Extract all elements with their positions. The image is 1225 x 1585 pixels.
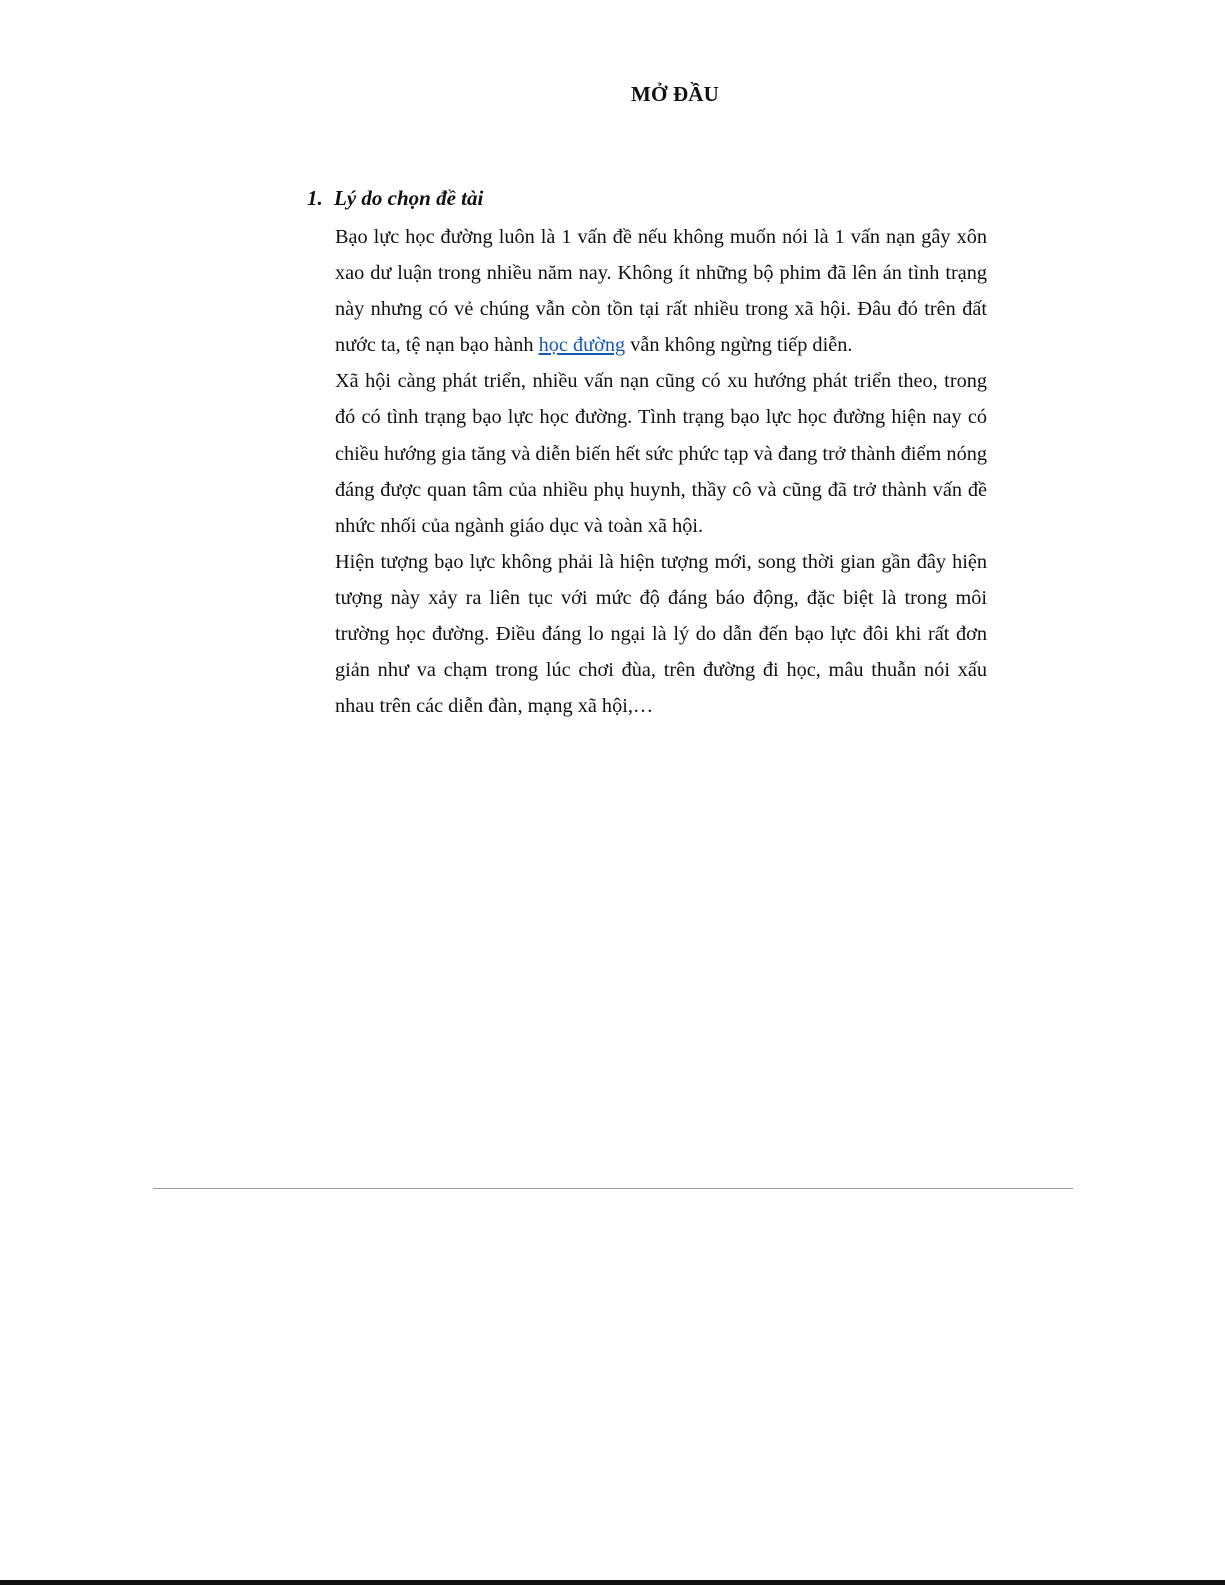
- page-title: MỞ ĐẦU: [630, 82, 720, 106]
- paragraph-3: Hiện tượng bạo lực không phải là hiện tượng mới, song thời gian gần đây hiện tượng này xảy ra liên tục với mức độ đáng báo động, đặc biệt là trong môi trường học đường. Điều đáng lo ngại là lý do dẫn đến bạo lực đôi khi rất đơn giản như va chạm trong lúc chơi đùa, trên đường đi học, mâu thuẫn nói xấu nhau trên các diễn đàn, mạng xã hội,…: [335, 550, 987, 718]
- section-heading-text: Lý do chọn đề tài: [334, 186, 484, 210]
- paragraph-2: Xã hội càng phát triển, nhiều vấn nạn cũng có xu hướng phát triển theo, trong đó có tình trạng bạo lực học đường. Tình trạng bạo lực học đường hiện nay có chiều hướng gia tăng và diễn biến hết sức phức tạp và đang trở thành điểm nóng đáng được quan tâm của nhiều phụ huynh, thầy cô và cũng đã trở thành vấn đề nhức nhối của ngành giáo dục và toàn xã hội.: [335, 370, 987, 537]
- section-number: 1.: [307, 186, 323, 210]
- body-text: [335, 219, 987, 724]
- section-heading: [307, 186, 483, 211]
- hoc-duong-link[interactable]: học đường: [538, 334, 626, 357]
- footer-divider: [153, 1188, 1073, 1189]
- paragraph-1-text-after-link: vẫn không ngừng tiếp diễn.: [625, 334, 853, 357]
- paragraph-1: [335, 219, 987, 363]
- page-bottom-edge: [0, 1580, 1225, 1585]
- paragraph-1-text-before-link: Bạo lực học đường luôn là 1 vấn đề nếu không muốn nói là 1 vấn nạn gây xôn xao dư luận trong nhiều năm nay. Không ít những bộ phim đã lên án tình trạng này nhưng có vẻ chúng vẫn còn tồn tại rất nhiều trong xã hội. Đâu đó trên đất nước ta, tệ nạn bạo hành: [335, 226, 987, 357]
